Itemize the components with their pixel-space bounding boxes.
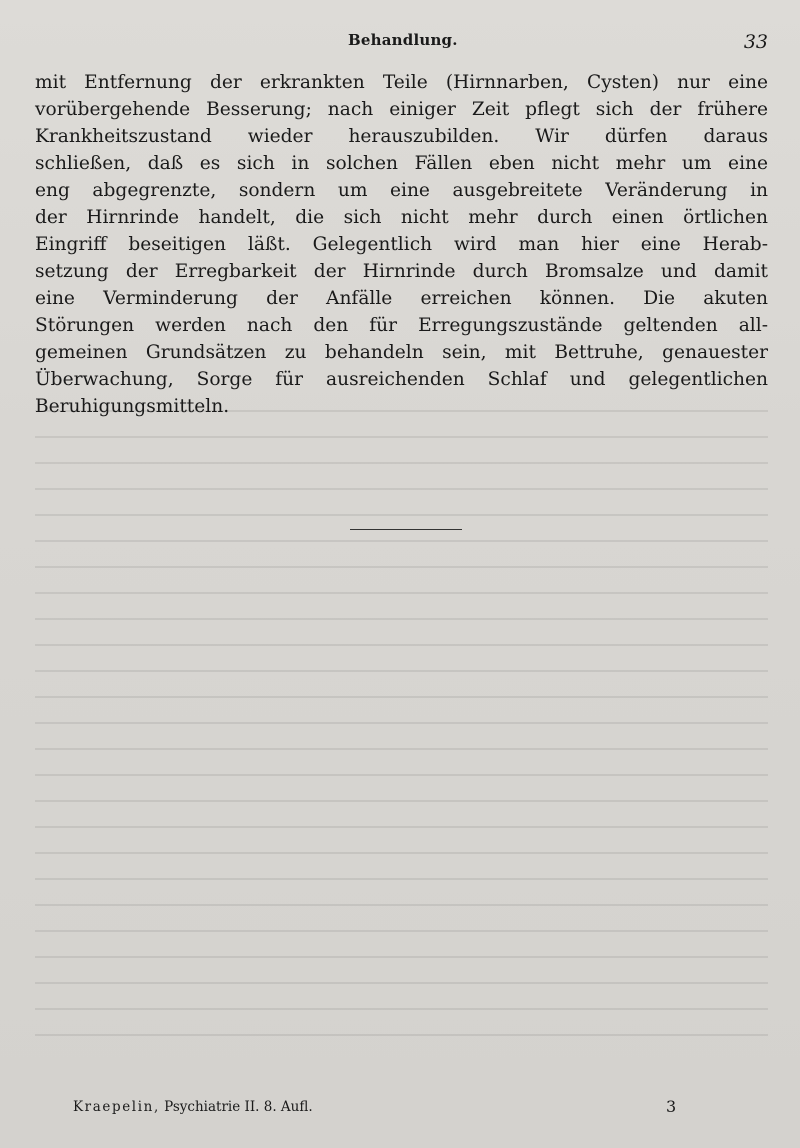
body-paragraph [35, 69, 768, 420]
text-line: Beruhigungsmitteln. [35, 396, 230, 417]
text-line: eng abgegrenzte, sondern um eine ausgebreitete Veränderung in [35, 180, 768, 201]
footer-author: Kraepelin, [73, 1099, 160, 1115]
text-line: schließen, daß es sich in solchen Fällen eben nicht mehr um eine [35, 153, 768, 174]
text-line: Störungen werden nach den für Erregungszustände geltenden all- [35, 315, 768, 336]
text-line: gemeinen Grundsätzen zu behandeln sein, mit Bettruhe, genauester [35, 342, 768, 363]
footer-imprint [73, 1099, 313, 1115]
text-line: Überwachung, Sorge für ausreichenden Schlaf und gelegentlichen [35, 369, 768, 390]
text-line: vorübergehende Besserung; nach einiger Zeit pflegt sich der frühere [35, 99, 768, 120]
footer-work: Psychiatrie II. 8. Aufl. [164, 1099, 313, 1115]
text-line: Krankheitszustand wieder herauszubilden. Wir dürfen daraus [35, 126, 768, 147]
text-line: setzung der Erregbarkeit der Hirnrinde durch Bromsalze und damit [35, 261, 768, 282]
text-line: Eingriff beseitigen läßt. Gelegentlich wird man hier eine Herab- [35, 234, 768, 255]
bleed-through-texture [35, 400, 768, 1050]
text-line: mit Entfernung der erkrankten Teile (Hirnnarben, Cysten) nur eine [35, 72, 768, 93]
running-head: Behandlung. [348, 31, 458, 49]
signature-mark: 3 [666, 1097, 677, 1116]
text-line: eine Verminderung der Anfälle erreichen können. Die akuten [35, 288, 768, 309]
page-number: 33 [743, 31, 768, 53]
text-line: der Hirnrinde handelt, die sich nicht mehr durch einen örtlichen [35, 207, 768, 228]
section-divider [350, 529, 462, 530]
